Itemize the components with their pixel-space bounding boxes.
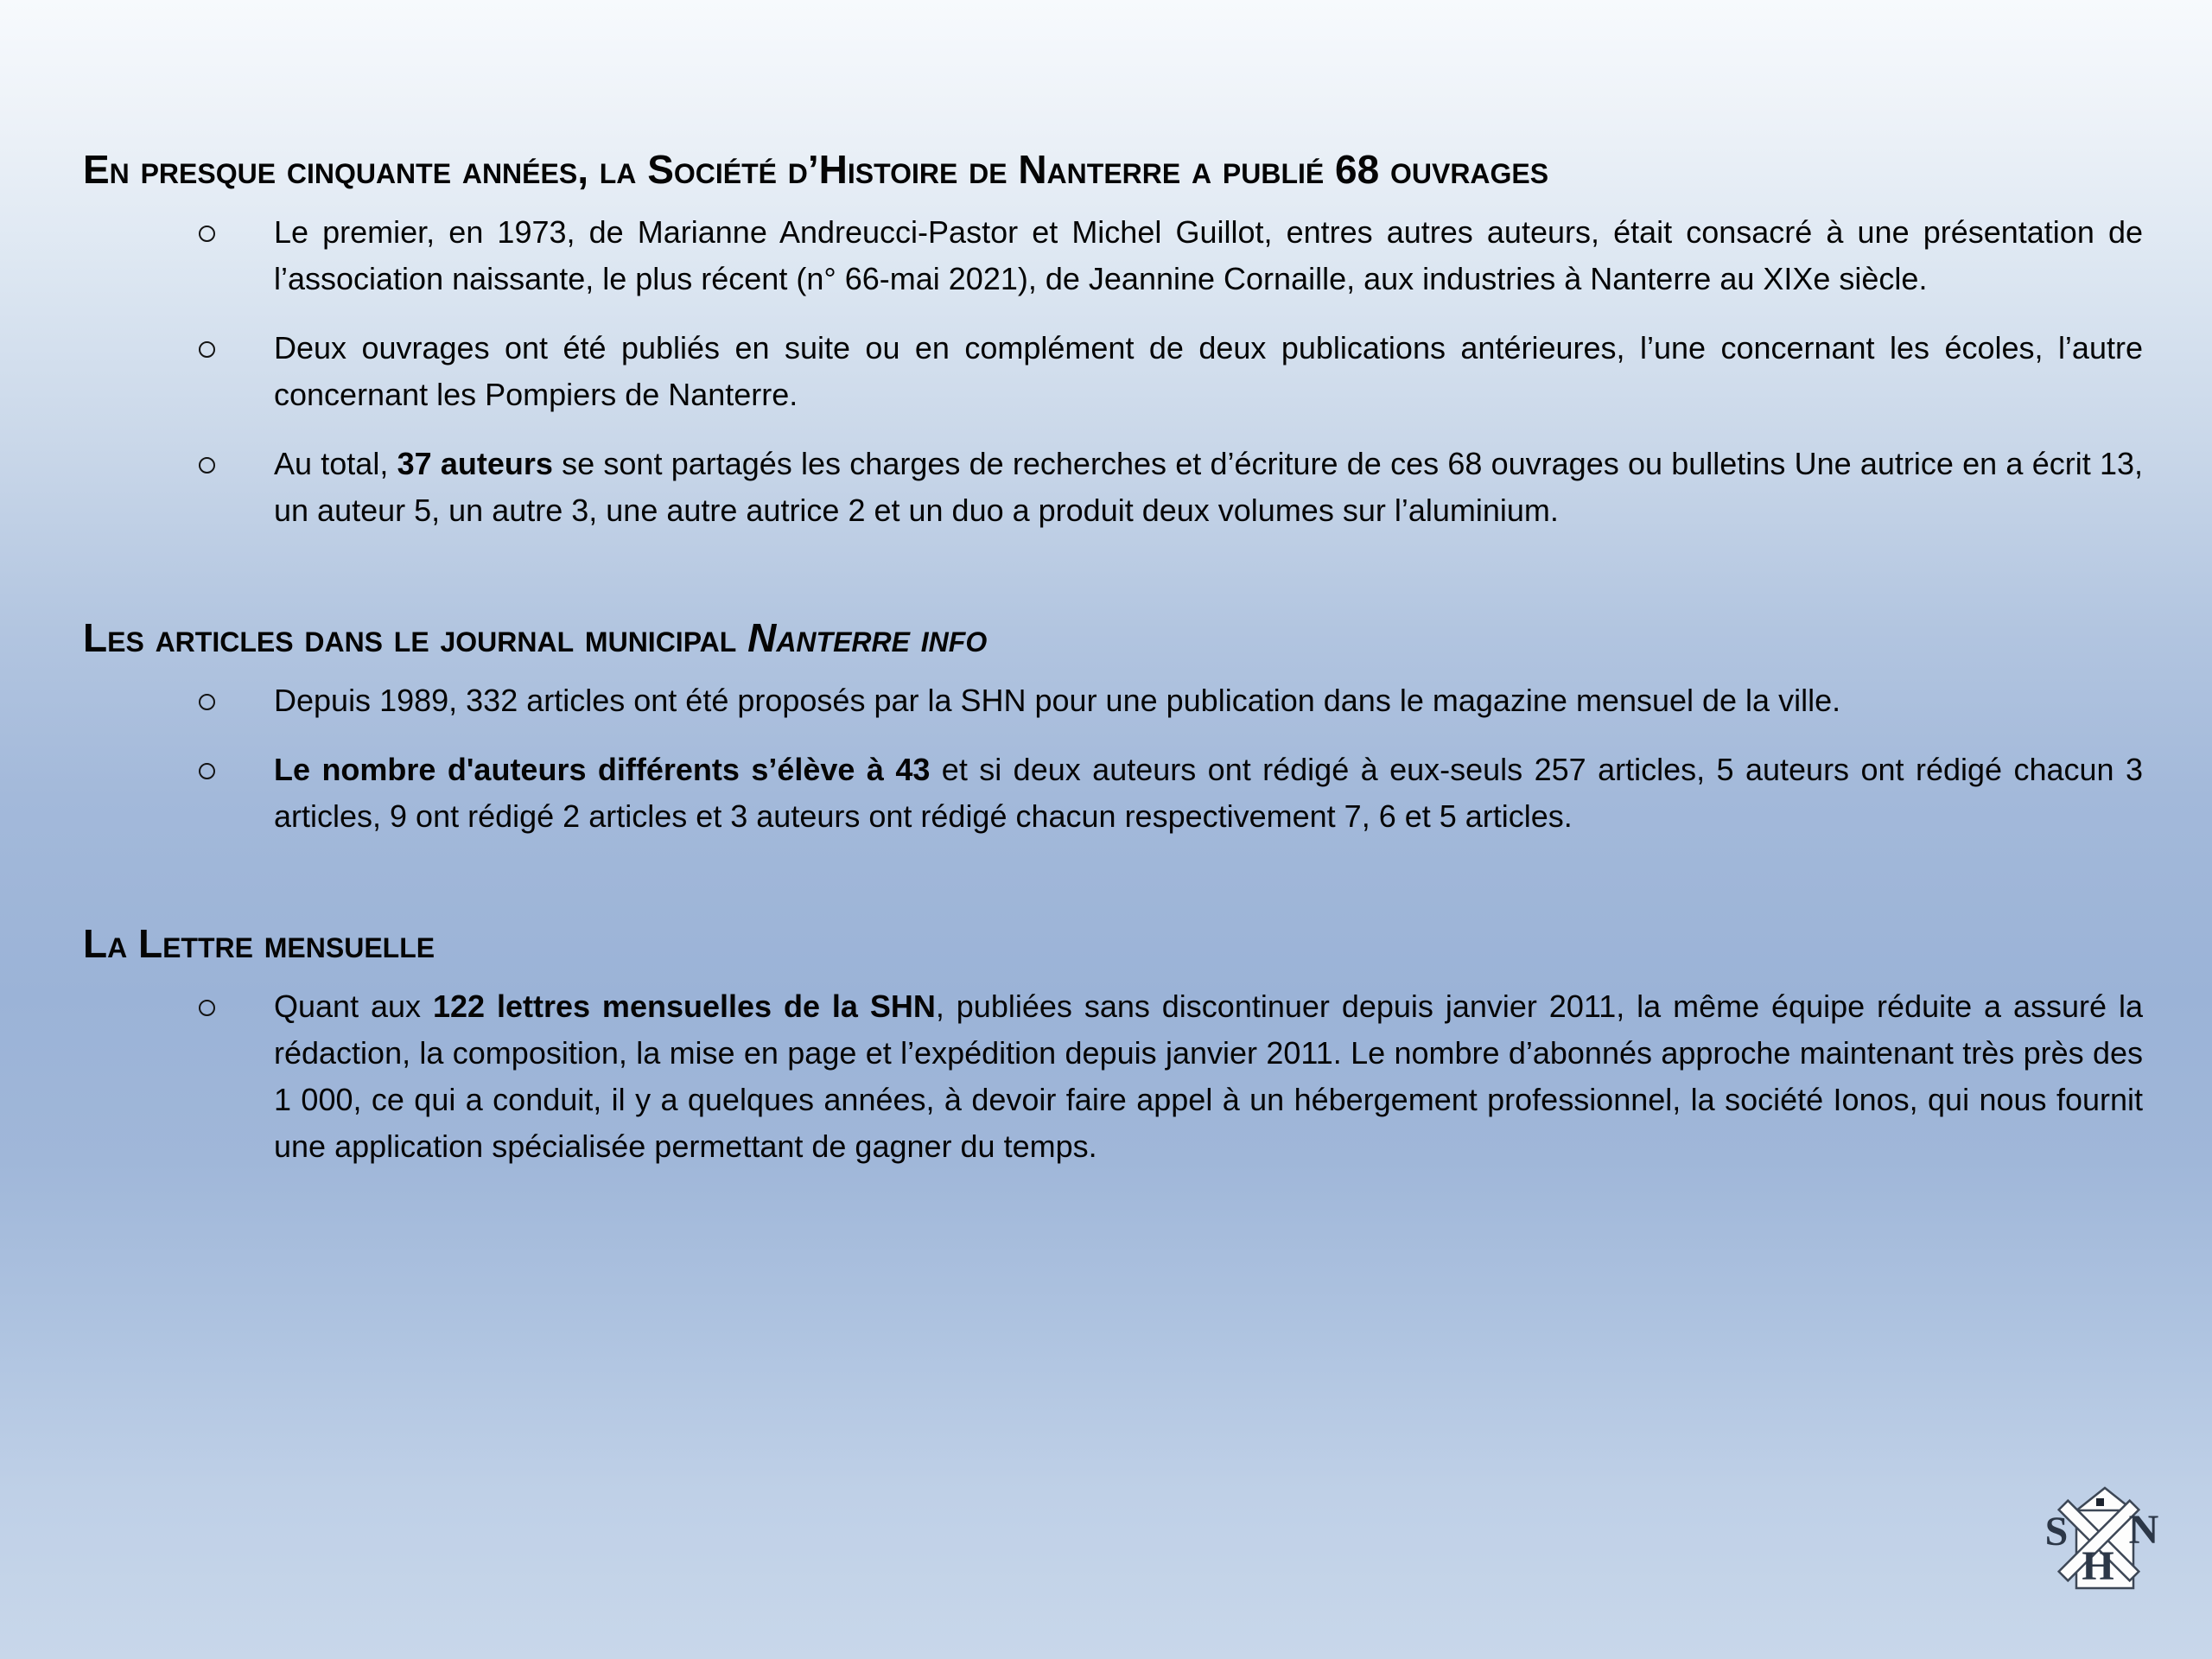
bullet-item — [83, 209, 2143, 302]
circle-bullet-icon — [199, 226, 215, 242]
section-articles-heading: Les articles dans le journal municipal Nanterre info — [83, 615, 988, 660]
bullet-text: Le nombre d'auteurs différents s’élève à 43 et si deux auteurs ont rédigé à eux-seuls 257 articles, 5 auteurs ont rédigé chacun 3 articles, 9 ont rédigé 2 articles et 3 auteurs ont rédigé chacun respectivement 7, 6 et 5 articles. — [274, 752, 2143, 834]
shn-logo — [2039, 1486, 2162, 1597]
bullet-item — [83, 441, 2143, 534]
logo-letter-h: H — [2082, 1543, 2114, 1589]
circle-bullet-icon — [199, 763, 215, 779]
bullet-item — [83, 325, 2143, 418]
bullet-list — [83, 677, 2143, 840]
circle-bullet-icon — [199, 1000, 215, 1016]
bullet-text: Depuis 1989, 332 articles ont été proposés par la SHN pour une publication dans le magazine mensuel de la ville. — [274, 683, 1841, 718]
bullet-text: Deux ouvrages ont été publiés en suite ou en complément de deux publications antérieures, l’une concernant les écoles, l’autre concernant les Pompiers de Nanterre. — [274, 330, 2143, 412]
bullet-item — [83, 677, 2143, 724]
section-lettre-heading: La Lettre mensuelle — [83, 921, 435, 966]
logo-letter-s: S — [2044, 1509, 2069, 1554]
bullet-text: Le premier, en 1973, de Marianne Andreucci-Pastor et Michel Guillot, entres autres auteurs, était consacré à une présentation de l’association naissante, le plus récent (n° 66-mai 2021), de Jeannine Cornaille, aux industries à Nanterre au XIXe siècle. — [274, 214, 2143, 296]
bullet-text: Quant aux 122 lettres mensuelles de la SHN, publiées sans discontinuer depuis janvier 2011, la même équipe réduite a assuré la rédaction, la composition, la mise en page et l’expédition depuis janvier 2011. Le nombre d’abonnés approche maintenant très près des 1 000, ce qui a conduit, il y a quelques années, à devoir faire appel à un hébergement professionnel, la société Ionos, qui nous fournit une application spécialisée permettant de gagner du temps. — [274, 988, 2143, 1164]
circle-bullet-icon — [199, 457, 215, 474]
section-articles — [83, 613, 2143, 840]
bullet-list — [83, 983, 2143, 1170]
section-lettre — [83, 919, 2143, 1170]
section-ouvrages — [83, 145, 2143, 534]
circle-bullet-icon — [199, 694, 215, 710]
bullet-text: Au total, 37 auteurs se sont partagés les charges de recherches et d’écriture de ces 68 ouvrages ou bulletins Une autrice en a écrit 13, un auteur 5, un autre 3, une autre autrice 2 et un duo a produit deux volumes sur l’aluminium. — [274, 446, 2143, 528]
bullet-list — [83, 209, 2143, 534]
section-ouvrages-heading: En presque cinquante années, la Société d’Histoire de Nanterre a publié 68 ouvrages — [83, 147, 1549, 192]
logo-letter-n: N — [2128, 1507, 2159, 1553]
bullet-item — [83, 983, 2143, 1170]
bullet-item — [83, 747, 2143, 840]
circle-bullet-icon — [199, 341, 215, 358]
